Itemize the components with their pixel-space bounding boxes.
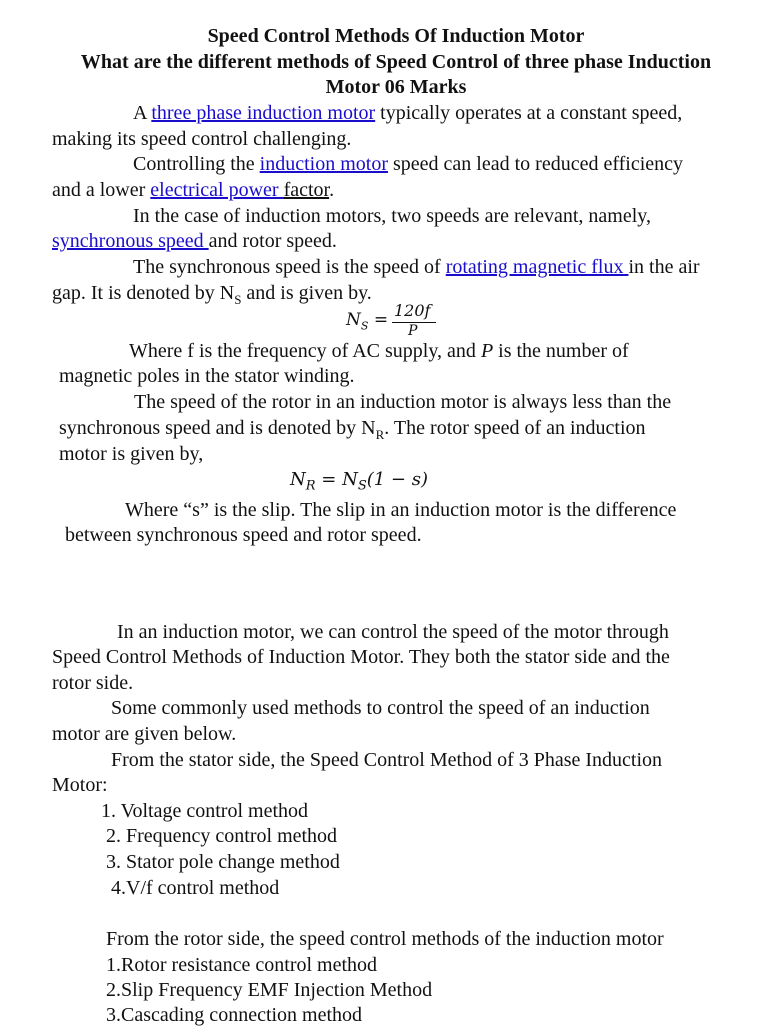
induction-motor-link[interactable]: induction motor <box>259 153 388 175</box>
paragraph-5-line-2: magnetic poles in the stator winding. <box>59 365 355 387</box>
paragraph-1-line-2: making its speed control challenging. <box>52 128 352 150</box>
text: (1 − s) <box>366 469 428 490</box>
list-item: 3. Stator pole change method <box>106 851 340 873</box>
subscript: R <box>305 478 316 494</box>
paragraph-3-line-1: In the case of induction motors, two speeds are relevant, namely, <box>133 205 651 227</box>
symbol: N <box>290 469 306 490</box>
formula-lhs <box>346 310 389 333</box>
formula-denominator: P <box>408 323 418 339</box>
symbol: N <box>346 310 361 330</box>
rotor-speed-formula <box>290 467 428 492</box>
list-item: 2. Frequency control method <box>106 825 338 847</box>
three-phase-induction-motor-link[interactable]: three phase induction motor <box>151 102 376 124</box>
electrical-power-link[interactable]: electrical power <box>150 179 284 201</box>
text: synchronous speed and is denoted by N <box>59 417 376 439</box>
paragraph-6-line-2 <box>59 416 646 441</box>
paragraph-2-line-1 <box>133 152 683 177</box>
paragraph-4-line-2 <box>52 281 372 306</box>
text: Where f is the frequency of AC supply, and <box>129 340 481 362</box>
text: Controlling the <box>133 153 260 175</box>
text: . <box>329 179 335 201</box>
text: is the number of <box>493 340 629 362</box>
text: The synchronous speed is the speed of <box>133 256 446 278</box>
paragraph-4-line-1 <box>133 255 700 280</box>
page-title: Speed Control Methods Of Induction Motor <box>207 25 585 47</box>
paragraph-2-line-2 <box>52 178 334 203</box>
formula-numerator: 120f <box>394 301 431 320</box>
subscript: R <box>375 427 385 442</box>
synchronous-speed-formula <box>346 302 446 342</box>
text: and a lower <box>52 179 151 201</box>
subscript: S <box>360 319 369 333</box>
paragraph-7-line-2: between synchronous speed and rotor speed. <box>65 524 422 546</box>
rotating-magnetic-flux-link[interactable]: rotating magnetic flux <box>445 256 629 278</box>
text: . The rotor speed of an induction <box>384 417 646 439</box>
paragraph-8-line-2: Speed Control Methods of Induction Motor. They both the stator side and the <box>52 646 670 668</box>
list-item: 3.Cascading connection method <box>106 1004 363 1026</box>
paragraph-8-line-1: In an induction motor, we can control the speed of the motor through <box>117 621 669 643</box>
variable-p: P <box>480 340 494 362</box>
paragraph-3-line-2 <box>52 229 337 254</box>
list-item: 4.V/f control method <box>111 877 280 899</box>
page-subtitle-line-1: What are the different methods of Speed Control of three phase Induction <box>80 51 712 73</box>
paragraph-10-line-1: From the stator side, the Speed Control Method of 3 Phase Induction <box>111 749 663 771</box>
text: and is given by. <box>241 282 372 304</box>
synchronous-speed-link[interactable]: synchronous speed <box>52 230 209 252</box>
paragraph-1-line-1 <box>133 101 682 126</box>
page-subtitle-line-2: Motor 06 Marks <box>325 76 467 98</box>
paragraph-7-line-1: Where “s” is the slip. The slip in an induction motor is the difference <box>125 499 677 521</box>
subscript: S <box>234 292 242 307</box>
paragraph-8-line-3: rotor side. <box>52 672 134 694</box>
factor-text: factor <box>283 179 330 201</box>
text: A <box>133 102 152 124</box>
equals-sign: = <box>368 310 389 330</box>
text: and rotor speed. <box>208 230 337 252</box>
paragraph-6-line-3: motor is given by, <box>59 443 204 465</box>
paragraph-10-line-2: Motor: <box>52 774 108 796</box>
list-item: 1.Rotor resistance control method <box>106 954 378 976</box>
subscript: S <box>357 478 367 494</box>
paragraph-5-line-1 <box>129 339 629 364</box>
text: speed can lead to reduced efficiency <box>388 153 684 175</box>
paragraph-6-line-1: The speed of the rotor in an induction motor is always less than the <box>134 391 672 413</box>
paragraph-9-line-1: Some commonly used methods to control the speed of an induction <box>111 697 650 719</box>
text: typically operates at a constant speed, <box>375 102 683 124</box>
symbol: = N <box>315 469 358 490</box>
paragraph-9-line-2: motor are given below. <box>52 723 237 745</box>
text: in the air <box>628 256 700 278</box>
list-item: 2.Slip Frequency EMF Injection Method <box>106 979 433 1001</box>
paragraph-11-line-1: From the rotor side, the speed control methods of the induction motor <box>106 928 664 950</box>
list-item: 1. Voltage control method <box>101 800 309 822</box>
text: gap. It is denoted by N <box>52 282 235 304</box>
